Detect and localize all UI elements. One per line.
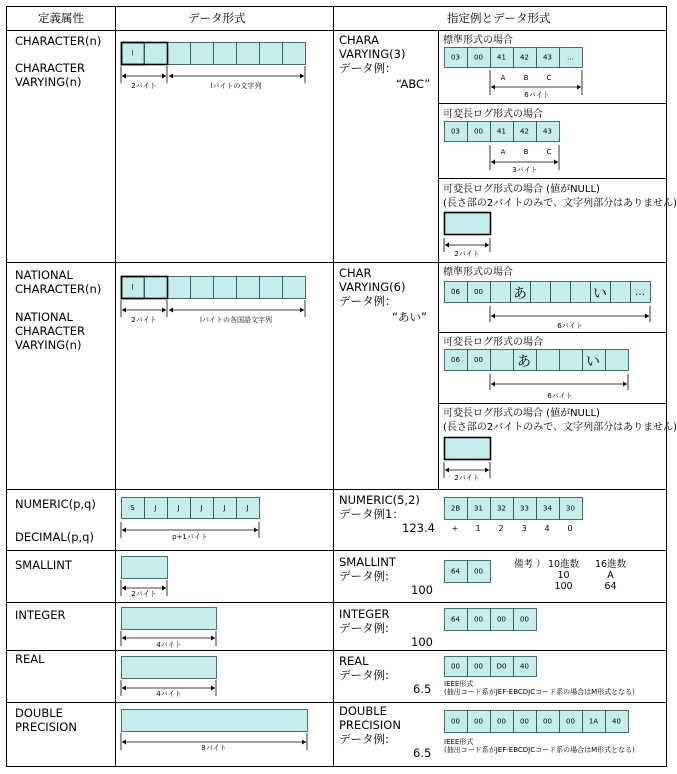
length-part (445, 438, 491, 460)
span-label: 2バイト (454, 474, 480, 482)
char-label: C (546, 148, 552, 156)
case-title: 標準形式の場合 (443, 267, 513, 278)
byte-value: 34 (543, 504, 552, 513)
length-part (445, 213, 491, 235)
byte-value: 42 (520, 53, 529, 62)
arrow-head (122, 528, 126, 533)
attr-real: REAL (15, 652, 45, 666)
byte-cell (491, 282, 511, 303)
case-title: 可変長ログ形式の場合 (値がNULL) (長さ部の2バイトのみで、文字列部分はありません) (443, 184, 677, 209)
arrow-head (254, 528, 258, 533)
body-label: lバイトの各国語文字列 (200, 316, 272, 324)
arrow-head (169, 74, 173, 79)
example-text: SMALLINT データ例: (339, 555, 396, 583)
example-value: 100 (411, 635, 433, 649)
byte-value: 33 (520, 504, 529, 513)
arrow-head (162, 586, 166, 591)
byte-value: 03 (451, 127, 460, 136)
byte-value: 00 (474, 567, 483, 576)
kana-char: い (586, 354, 600, 370)
note-decimal-column: 10進数 10 100 (548, 559, 580, 592)
byte-cell (237, 43, 260, 65)
byte-value: l (131, 283, 134, 292)
char-label: A (500, 148, 506, 156)
byte-cell (168, 43, 191, 65)
char-label: + (451, 524, 459, 533)
arrow-head (211, 686, 215, 691)
char-label: B (523, 148, 529, 156)
byte-cell (560, 350, 583, 371)
arrow-head (491, 314, 495, 319)
arrow-head (122, 686, 126, 691)
value-cell (122, 557, 168, 579)
byte-value: 64 (451, 615, 460, 624)
span-label: p+1バイト (172, 533, 208, 541)
byte-value: 00 (474, 288, 483, 296)
ieee-note: IEEE形式 (抽出コード系がJEF-EBCDJCコード系の場合はM形式となる) (444, 680, 635, 696)
char-label: 4 (544, 524, 550, 533)
byte-value: 00 (474, 356, 483, 364)
byte-value: J (177, 504, 180, 512)
length-label: 2バイト (131, 316, 157, 324)
byte-cell (611, 282, 631, 303)
span-label: 6バイト (524, 91, 550, 99)
arrow-head (169, 308, 173, 313)
note-label: 備考 ） (514, 559, 546, 570)
byte-value: 00 (474, 53, 483, 62)
span-label: 4バイト (156, 690, 182, 698)
arrow-head (623, 382, 627, 387)
byte-cell (260, 43, 283, 65)
byte-value: J (154, 504, 157, 512)
arrow-head (445, 468, 449, 473)
byte-value: 2B (450, 504, 461, 513)
arrow-head (122, 636, 126, 641)
byte-cell (145, 43, 168, 65)
byte-cell (283, 277, 306, 299)
arrow-head (211, 636, 215, 641)
example-value: 6.5 (413, 682, 432, 696)
arrow-head (302, 740, 306, 745)
attr-national-character-varying: NATIONAL CHARACTER VARYING(n) (15, 310, 86, 352)
byte-value: 00 (451, 717, 460, 726)
case-title: 標準形式の場合 (443, 35, 513, 46)
byte-value: 1A (588, 717, 599, 726)
char-label: 1 (475, 524, 481, 533)
case-title: 可変長ログ形式の場合 (443, 109, 543, 120)
value-cell (122, 608, 217, 630)
attr-decimal: DECIMAL(p,q) (15, 530, 94, 544)
attr-numeric: NUMERIC(p,q) (15, 497, 96, 511)
arrow-head (122, 74, 126, 79)
byte-cell (537, 350, 560, 371)
span-label: 8バイト (201, 744, 227, 752)
byte-value: D0 (496, 662, 507, 671)
header-example: 指定例とデータ形式 (447, 11, 551, 25)
byte-cell (571, 282, 591, 303)
byte-value: 00 (474, 662, 483, 671)
byte-value: 40 (612, 717, 621, 726)
example-text: CHARA VARYING(3) データ例： (339, 33, 406, 75)
arrow-head (300, 308, 304, 313)
kana-char: あ (517, 354, 531, 370)
byte-value: 40 (520, 662, 529, 671)
example-value: 6.5 (413, 746, 432, 760)
byte-value: J (200, 504, 203, 512)
case-title: 可変長ログ形式の場合 (値がNULL) (長さ部の2バイトのみで、文字列部分はありません) (443, 408, 677, 433)
char-label: C (546, 74, 552, 82)
byte-value: 03 (451, 53, 460, 62)
attr-double-precision: DOUBLE PRECISION (15, 706, 77, 734)
example-text: DOUBLE PRECISION データ例: (339, 704, 401, 746)
byte-value: S (130, 504, 135, 512)
span-label: 6バイト (557, 322, 583, 330)
byte-cell (168, 277, 191, 299)
example-text: INTEGER データ例: (339, 607, 390, 635)
byte-cell (214, 277, 237, 299)
byte-value: 00 (566, 717, 575, 726)
arrow-head (554, 160, 558, 165)
byte-cell (551, 282, 571, 303)
char-label: 0 (567, 524, 573, 533)
char-label: 3 (521, 524, 527, 533)
arrow-head (162, 74, 166, 79)
char-label: 2 (498, 524, 504, 533)
arrow-head (491, 160, 495, 165)
byte-cell (191, 277, 214, 299)
byte-cell (145, 277, 168, 299)
value-cell (122, 710, 308, 732)
example-text: CHAR VARYING(6) データ例： (339, 266, 406, 308)
example-value: 100 (411, 583, 433, 597)
byte-value: 00 (520, 615, 529, 624)
byte-value: 00 (520, 717, 529, 726)
arrow-head (491, 85, 495, 90)
byte-value: l (131, 49, 134, 58)
byte-value: 00 (451, 662, 460, 671)
value-cell (122, 657, 217, 679)
byte-cell (531, 282, 551, 303)
byte-value: 43 (543, 127, 552, 136)
attr-character: CHARACTER(n) (15, 34, 102, 48)
byte-cell (283, 43, 306, 65)
byte-value: 00 (497, 615, 506, 624)
example-value: 123.4 (402, 521, 435, 535)
byte-value: … (567, 53, 574, 62)
body-label: lバイトの文字列 (210, 82, 262, 90)
kana-char: あ (513, 286, 527, 302)
header-format: データ形式 (188, 11, 246, 25)
byte-cell (606, 350, 629, 371)
case-title: 可変長ログ形式の場合 (443, 337, 543, 348)
byte-value: 06 (451, 288, 460, 296)
span-label: 3バイト (512, 166, 538, 174)
note-hex-column: 16進数 A 64 (595, 559, 627, 592)
arrow-head (577, 85, 581, 90)
byte-value: 43 (543, 53, 552, 62)
byte-value: 00 (474, 717, 483, 726)
byte-value: J (246, 504, 249, 512)
arrow-head (491, 382, 495, 387)
byte-cell (191, 43, 214, 65)
kana-char: い (593, 286, 607, 302)
arrow-head (162, 308, 166, 313)
arrow-head (122, 740, 126, 745)
arrow-head (300, 74, 304, 79)
byte-cell (491, 350, 514, 371)
header-attribute: 定義属性 (38, 11, 84, 25)
byte-value: 41 (497, 127, 506, 136)
byte-value: 41 (497, 53, 506, 62)
example-text: REAL データ例: (339, 654, 389, 682)
byte-value: 30 (566, 504, 575, 513)
length-label: 2バイト (131, 82, 157, 90)
ieee-note: IEEE形式 (抽出コード系がJEF-EBCDJCコード系の場合はM形式となる) (444, 738, 635, 754)
attr-national-character: NATIONAL CHARACTER(n) (15, 268, 102, 296)
byte-value: 32 (497, 504, 506, 513)
byte-value: J (223, 504, 226, 512)
example-value: “ABC” (396, 77, 431, 91)
byte-value: 31 (474, 504, 483, 513)
arrow-head (122, 586, 126, 591)
byte-value: 64 (451, 567, 460, 576)
span-label: 2バイト (454, 250, 480, 258)
char-label: B (523, 74, 529, 82)
ellipsis: … (635, 287, 645, 298)
arrow-head (445, 243, 449, 248)
attr-character-varying: CHARACTER VARYING(n) (15, 61, 86, 89)
byte-cell (260, 277, 283, 299)
arrow-head (122, 308, 126, 313)
byte-cell (214, 43, 237, 65)
byte-value: 00 (474, 615, 483, 624)
byte-value: 42 (520, 127, 529, 136)
example-value: “あい” (392, 310, 427, 324)
char-label: A (500, 74, 506, 82)
arrow-head (645, 314, 649, 319)
byte-cell (237, 277, 260, 299)
arrow-head (485, 468, 489, 473)
byte-value: 00 (543, 717, 552, 726)
attr-integer: INTEGER (15, 608, 66, 622)
byte-value: 00 (474, 127, 483, 136)
attr-smallint: SMALLINT (15, 558, 72, 572)
span-label: 4バイト (156, 641, 182, 649)
example-text: NUMERIC(5,2) データ例1： (339, 493, 420, 521)
byte-value: 06 (451, 356, 460, 364)
span-label: 2バイト (131, 590, 157, 598)
arrow-head (485, 243, 489, 248)
span-label: 6バイト (547, 392, 573, 400)
byte-value: 00 (497, 717, 506, 726)
